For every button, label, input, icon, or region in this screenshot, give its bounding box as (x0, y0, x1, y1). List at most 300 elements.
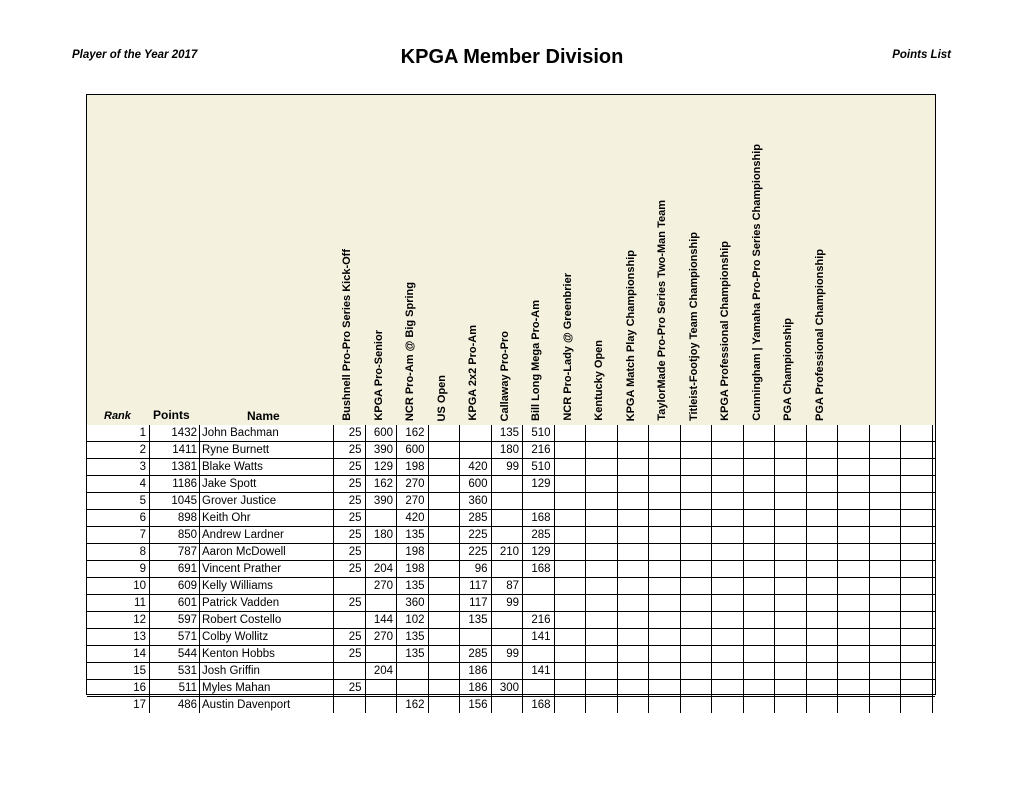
score-cell (492, 663, 524, 679)
score-cell: 420 (397, 510, 429, 526)
score-cell (712, 629, 744, 645)
score-cell (586, 442, 618, 458)
score-cell (586, 425, 618, 441)
score-cell (712, 561, 744, 577)
score-cell: 99 (492, 459, 524, 475)
score-cell (807, 612, 839, 628)
score-cell: 156 (460, 697, 492, 713)
score-cell (366, 680, 398, 696)
score-cell: 25 (334, 561, 366, 577)
score-cell (649, 442, 681, 458)
event-column-header (842, 95, 862, 421)
score-cell: 135 (397, 578, 429, 594)
score-cell (901, 493, 933, 509)
score-cell (429, 578, 461, 594)
score-cell: 420 (460, 459, 492, 475)
score-cell (807, 459, 839, 475)
score-cell: 204 (366, 663, 398, 679)
score-cell: 168 (523, 697, 555, 713)
score-cell (429, 697, 461, 713)
name-cell: Ryne Burnett (200, 442, 334, 458)
score-cell (397, 663, 429, 679)
score-cell (712, 578, 744, 594)
score-cell (775, 459, 807, 475)
score-cell (838, 680, 870, 696)
score-cell (681, 646, 713, 662)
name-cell: John Bachman (200, 425, 334, 441)
event-column-label: KPGA Match Play Championship (624, 249, 637, 421)
score-cell (429, 612, 461, 628)
score-cell (775, 510, 807, 526)
score-cell (681, 510, 713, 526)
points-cell: 531 (150, 663, 200, 679)
score-cell (807, 578, 839, 594)
score-cell (618, 595, 650, 611)
score-cell (649, 476, 681, 492)
score-cell: 510 (523, 459, 555, 475)
score-cell (838, 612, 870, 628)
score-cell (397, 680, 429, 696)
table-row (87, 544, 935, 561)
score-cell (870, 663, 902, 679)
score-cell (681, 527, 713, 543)
score-cell (807, 527, 839, 543)
score-cell (366, 510, 398, 526)
table-row (87, 629, 935, 646)
score-cell: 210 (492, 544, 524, 560)
score-cell (523, 578, 555, 594)
score-cell (901, 595, 933, 611)
score-cell (744, 697, 776, 713)
score-cell (586, 459, 618, 475)
points-cell: 1045 (150, 493, 200, 509)
event-column-header (590, 95, 610, 421)
points-cell: 597 (150, 612, 200, 628)
report-type-label: Points List (892, 49, 951, 61)
event-column-label: TaylorMade Pro-Pro Series Two-Man Team (656, 200, 668, 421)
score-cell (649, 680, 681, 696)
score-cell (429, 459, 461, 475)
score-cell (838, 425, 870, 441)
score-cell (586, 697, 618, 713)
score-cell (523, 680, 555, 696)
score-cell (649, 544, 681, 560)
score-cell (429, 663, 461, 679)
score-cell (649, 493, 681, 509)
score-cell (334, 612, 366, 628)
score-cell (775, 612, 807, 628)
score-cell (618, 493, 650, 509)
rank-cell: 6 (87, 510, 150, 526)
score-cell (555, 595, 587, 611)
score-cell (492, 476, 524, 492)
score-cell (429, 527, 461, 543)
score-cell (681, 697, 713, 713)
score-cell (618, 510, 650, 526)
score-cell: 99 (492, 646, 524, 662)
rank-cell: 17 (87, 697, 150, 713)
score-cell: 129 (366, 459, 398, 475)
score-cell (618, 680, 650, 696)
score-cell (838, 578, 870, 594)
score-cell (618, 476, 650, 492)
score-cell (870, 697, 902, 713)
score-cell: 117 (460, 578, 492, 594)
score-cell (838, 544, 870, 560)
score-cell (492, 697, 524, 713)
name-cell: Grover Justice (200, 493, 334, 509)
score-cell: 270 (366, 629, 398, 645)
score-cell: 168 (523, 510, 555, 526)
score-cell (681, 680, 713, 696)
score-cell (618, 663, 650, 679)
score-cell (618, 561, 650, 577)
score-cell (555, 578, 587, 594)
score-cell (555, 629, 587, 645)
score-cell (649, 510, 681, 526)
score-cell (712, 476, 744, 492)
rank-cell: 12 (87, 612, 150, 628)
score-cell: 300 (492, 680, 524, 696)
score-cell (649, 578, 681, 594)
score-cell (649, 595, 681, 611)
score-cell (744, 612, 776, 628)
score-cell: 390 (366, 493, 398, 509)
score-cell (712, 459, 744, 475)
score-cell (334, 697, 366, 713)
score-cell: 162 (366, 476, 398, 492)
table-row (87, 493, 935, 510)
event-column-header (716, 95, 736, 421)
score-cell (429, 595, 461, 611)
score-cell (681, 442, 713, 458)
score-cell: 25 (334, 544, 366, 560)
score-cell (870, 493, 902, 509)
score-cell (681, 544, 713, 560)
score-cell (618, 459, 650, 475)
score-cell: 135 (492, 425, 524, 441)
score-cell (460, 425, 492, 441)
score-cell (586, 510, 618, 526)
points-cell: 1186 (150, 476, 200, 492)
score-cell (775, 680, 807, 696)
name-cell: Aaron McDowell (200, 544, 334, 560)
points-cell: 850 (150, 527, 200, 543)
score-cell: 25 (334, 510, 366, 526)
table-row (87, 442, 935, 459)
score-cell (870, 527, 902, 543)
event-column-header (527, 95, 547, 421)
score-cell (586, 612, 618, 628)
score-cell (870, 680, 902, 696)
event-column-label: NCR Pro-Lady @ Greenbrier (561, 273, 574, 421)
score-cell (555, 561, 587, 577)
score-cell (901, 544, 933, 560)
score-cell (870, 476, 902, 492)
score-cell (618, 612, 650, 628)
score-cell: 102 (397, 612, 429, 628)
score-cell: 360 (460, 493, 492, 509)
name-cell: Blake Watts (200, 459, 334, 475)
score-cell (555, 510, 587, 526)
page-title: KPGA Member Division (400, 46, 624, 68)
score-cell (775, 476, 807, 492)
score-cell: 135 (397, 527, 429, 543)
score-cell (618, 697, 650, 713)
score-cell (555, 646, 587, 662)
event-column-label: Titleist-Footjoy Team Championship (687, 231, 700, 421)
score-cell (807, 680, 839, 696)
name-cell: Patrick Vadden (200, 595, 334, 611)
score-cell (555, 527, 587, 543)
score-cell (334, 578, 366, 594)
score-cell (744, 578, 776, 594)
name-cell: Kenton Hobbs (200, 646, 334, 662)
event-column-label: KPGA Professional Championship (719, 241, 731, 421)
score-cell: 216 (523, 612, 555, 628)
score-cell (492, 561, 524, 577)
score-cell (429, 476, 461, 492)
score-cell (807, 493, 839, 509)
table-row (87, 680, 935, 697)
score-cell (649, 612, 681, 628)
rank-cell: 7 (87, 527, 150, 543)
score-cell (712, 527, 744, 543)
score-cell (366, 697, 398, 713)
score-cell (649, 629, 681, 645)
rank-cell: 13 (87, 629, 150, 645)
score-cell (681, 612, 713, 628)
score-cell: 144 (366, 612, 398, 628)
score-cell (744, 425, 776, 441)
rank-column-header: Rank (104, 410, 131, 422)
name-cell: Andrew Lardner (200, 527, 334, 543)
score-cell (870, 510, 902, 526)
score-cell: 270 (397, 493, 429, 509)
score-cell (429, 442, 461, 458)
score-cell (586, 595, 618, 611)
score-cell (838, 561, 870, 577)
name-cell: Vincent Prather (200, 561, 334, 577)
score-cell (649, 561, 681, 577)
score-cell (618, 442, 650, 458)
score-cell (492, 612, 524, 628)
score-cell: 186 (460, 680, 492, 696)
table-row (87, 578, 935, 595)
score-cell (807, 510, 839, 526)
points-table (86, 94, 936, 711)
points-cell: 601 (150, 595, 200, 611)
score-cell (586, 680, 618, 696)
score-cell (555, 476, 587, 492)
score-cell: 25 (334, 459, 366, 475)
score-cell (586, 578, 618, 594)
score-cell (807, 561, 839, 577)
event-column-label: Callaway Pro-Pro (498, 330, 511, 421)
score-cell (681, 425, 713, 441)
score-cell: 135 (460, 612, 492, 628)
score-cell: 25 (334, 493, 366, 509)
score-cell (775, 578, 807, 594)
score-cell: 225 (460, 544, 492, 560)
event-column-header (685, 95, 705, 421)
score-cell (838, 442, 870, 458)
rank-cell: 8 (87, 544, 150, 560)
rank-cell: 11 (87, 595, 150, 611)
table-body (87, 425, 935, 713)
score-cell (492, 493, 524, 509)
score-cell (838, 629, 870, 645)
score-cell: 600 (366, 425, 398, 441)
score-cell (429, 510, 461, 526)
points-cell: 571 (150, 629, 200, 645)
score-cell: 198 (397, 561, 429, 577)
score-cell: 141 (523, 663, 555, 679)
score-cell: 25 (334, 442, 366, 458)
rank-cell: 16 (87, 680, 150, 696)
score-cell (429, 646, 461, 662)
score-cell: 141 (523, 629, 555, 645)
event-column-label: US Open (435, 374, 448, 421)
score-cell (429, 544, 461, 560)
score-cell (366, 544, 398, 560)
score-cell: 600 (397, 442, 429, 458)
score-cell (901, 510, 933, 526)
score-cell (775, 561, 807, 577)
score-cell (555, 459, 587, 475)
score-cell (649, 663, 681, 679)
score-cell (775, 629, 807, 645)
score-cell (744, 442, 776, 458)
score-cell: 186 (460, 663, 492, 679)
event-column-header (370, 95, 390, 421)
score-cell (649, 646, 681, 662)
points-column-header: Points (153, 408, 190, 422)
score-cell: 198 (397, 544, 429, 560)
score-cell (901, 527, 933, 543)
table-row (87, 646, 935, 663)
points-cell: 898 (150, 510, 200, 526)
score-cell (334, 663, 366, 679)
score-cell (555, 680, 587, 696)
score-cell: 117 (460, 595, 492, 611)
rank-cell: 1 (87, 425, 150, 441)
score-cell (681, 476, 713, 492)
score-cell (870, 595, 902, 611)
score-cell: 99 (492, 595, 524, 611)
score-cell (649, 459, 681, 475)
score-cell (807, 476, 839, 492)
score-cell (712, 442, 744, 458)
event-column-header (653, 95, 673, 421)
score-cell (807, 646, 839, 662)
table-row (87, 595, 935, 612)
score-cell (712, 697, 744, 713)
table-row (87, 425, 935, 442)
rank-cell: 3 (87, 459, 150, 475)
score-cell (901, 663, 933, 679)
score-cell: 25 (334, 646, 366, 662)
score-cell (901, 612, 933, 628)
score-cell (429, 561, 461, 577)
rank-cell: 2 (87, 442, 150, 458)
score-cell (807, 544, 839, 560)
event-column-label: Kentucky Open (593, 340, 605, 421)
score-cell (744, 527, 776, 543)
score-cell (870, 578, 902, 594)
score-cell (586, 646, 618, 662)
score-cell (901, 459, 933, 475)
score-cell (870, 612, 902, 628)
score-cell (901, 578, 933, 594)
score-cell (744, 629, 776, 645)
points-cell: 609 (150, 578, 200, 594)
event-column-header (401, 95, 421, 421)
event-column-label: Bushnell Pro-Pro Series Kick-Off (341, 249, 353, 421)
score-cell (586, 527, 618, 543)
score-cell (838, 595, 870, 611)
score-cell: 180 (492, 442, 524, 458)
score-cell: 25 (334, 476, 366, 492)
points-cell: 691 (150, 561, 200, 577)
score-cell (681, 493, 713, 509)
score-cell (492, 629, 524, 645)
score-cell (618, 544, 650, 560)
name-cell: Myles Mahan (200, 680, 334, 696)
event-column-header (338, 95, 358, 421)
score-cell (649, 425, 681, 441)
score-cell (523, 595, 555, 611)
score-cell (870, 561, 902, 577)
score-cell: 25 (334, 680, 366, 696)
name-cell: Keith Ohr (200, 510, 334, 526)
score-cell (555, 544, 587, 560)
score-cell (901, 646, 933, 662)
score-cell (712, 680, 744, 696)
score-cell (429, 493, 461, 509)
points-cell: 511 (150, 680, 200, 696)
score-cell (366, 646, 398, 662)
rank-cell: 10 (87, 578, 150, 594)
score-cell (586, 663, 618, 679)
score-cell (649, 697, 681, 713)
score-cell (460, 442, 492, 458)
points-cell: 486 (150, 697, 200, 713)
rank-cell: 5 (87, 493, 150, 509)
score-cell: 25 (334, 425, 366, 441)
event-column-label: KPGA Pro-Senior (372, 330, 385, 421)
score-cell: 162 (397, 425, 429, 441)
score-cell (712, 595, 744, 611)
score-cell: 390 (366, 442, 398, 458)
score-cell (807, 629, 839, 645)
event-column-header (464, 95, 484, 421)
table-header (87, 95, 935, 425)
score-cell (870, 442, 902, 458)
score-cell (901, 680, 933, 696)
score-cell (870, 646, 902, 662)
points-cell: 787 (150, 544, 200, 560)
score-cell (618, 425, 650, 441)
score-cell (555, 425, 587, 441)
score-cell (901, 629, 933, 645)
score-cell: 285 (460, 646, 492, 662)
score-cell (586, 561, 618, 577)
score-cell (870, 629, 902, 645)
points-cell: 544 (150, 646, 200, 662)
points-cell: 1411 (150, 442, 200, 458)
score-cell (838, 493, 870, 509)
